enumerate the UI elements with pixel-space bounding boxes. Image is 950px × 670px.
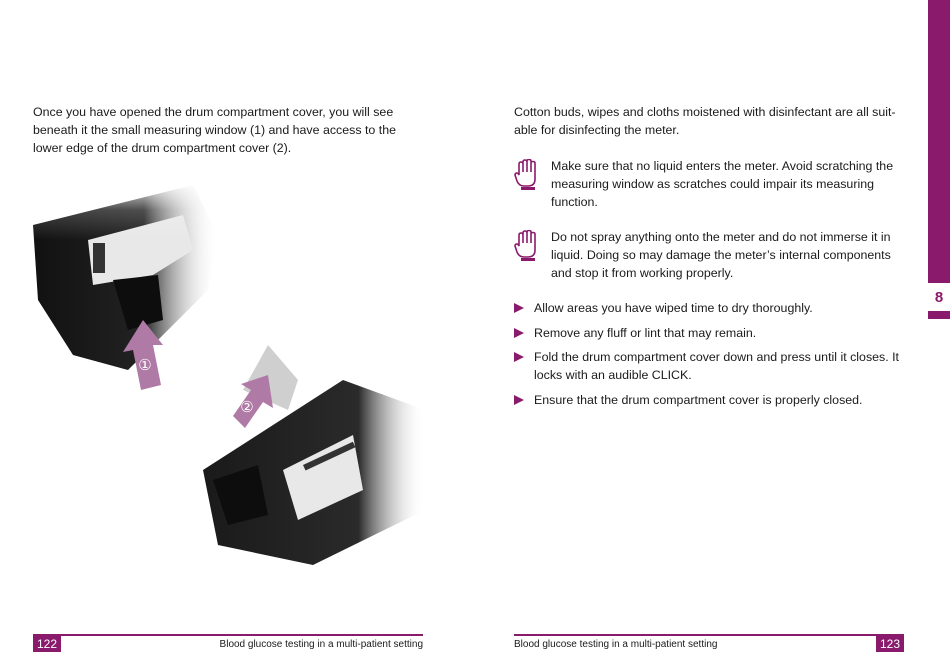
arrow-bullet-icon [514, 328, 524, 338]
warning-1-text: Make sure that no liquid enters the meter. Avoid scratching the measuring window as scratches could impair its measuring function. [551, 159, 894, 209]
left-page-number: 122 [33, 636, 61, 652]
hand-warning-icon [514, 230, 542, 262]
left-footer-text: Blood glucose testing in a multi-patient setting [219, 639, 423, 650]
chapter-sidebar-strip [928, 0, 950, 283]
right-footer-text: Blood glucose testing in a multi-patient setting [514, 639, 718, 650]
left-intro-text: Once you have opened the drum compartment cover, you will see beneath it the small measuring window (1) and have access to the lower edge of the drum compartment cover (2). [33, 105, 396, 155]
list-item [514, 348, 904, 384]
meter-illustration [33, 180, 425, 580]
meter-bottom-view [203, 345, 425, 565]
arrow-bullet-icon [514, 352, 524, 362]
step-1-text: Allow areas you have wiped time to dry thoroughly. [534, 301, 813, 315]
chapter-number-tab: 8 [934, 289, 944, 306]
step-3-text: Fold the drum compartment cover down and press until it closes. It locks with an audible CLICK. [534, 350, 899, 382]
left-footer-rule [33, 634, 423, 636]
warning-2-text: Do not spray anything onto the meter and do not immerse it in liquid. Doing so may damage the meter’s internal components and stop it from working properly. [551, 230, 891, 280]
warning-1 [514, 157, 899, 211]
callout-2-arrow [233, 375, 273, 428]
list-item [514, 324, 904, 342]
callout-2-label: ② [240, 398, 254, 416]
warning-2 [514, 228, 899, 282]
right-page-number: 123 [876, 636, 904, 652]
step-2-text: Remove any fluff or lint that may remain. [534, 325, 757, 340]
list-item [514, 391, 904, 409]
chapter-tab-bar [928, 311, 950, 319]
right-footer-rule [514, 634, 904, 636]
arrow-bullet-icon [514, 395, 524, 405]
list-item [514, 299, 904, 317]
step-4-text: Ensure that the drum compartment cover is properly closed. [534, 392, 863, 407]
hand-warning-icon [514, 159, 542, 191]
callout-1-label: ① [138, 356, 152, 374]
instruction-steps [514, 299, 904, 415]
arrow-bullet-icon [514, 303, 524, 313]
right-intro-text: Cotton buds, wipes and cloths moistened with disinfectant are all suit-able for disinfecting the meter. [514, 105, 896, 137]
